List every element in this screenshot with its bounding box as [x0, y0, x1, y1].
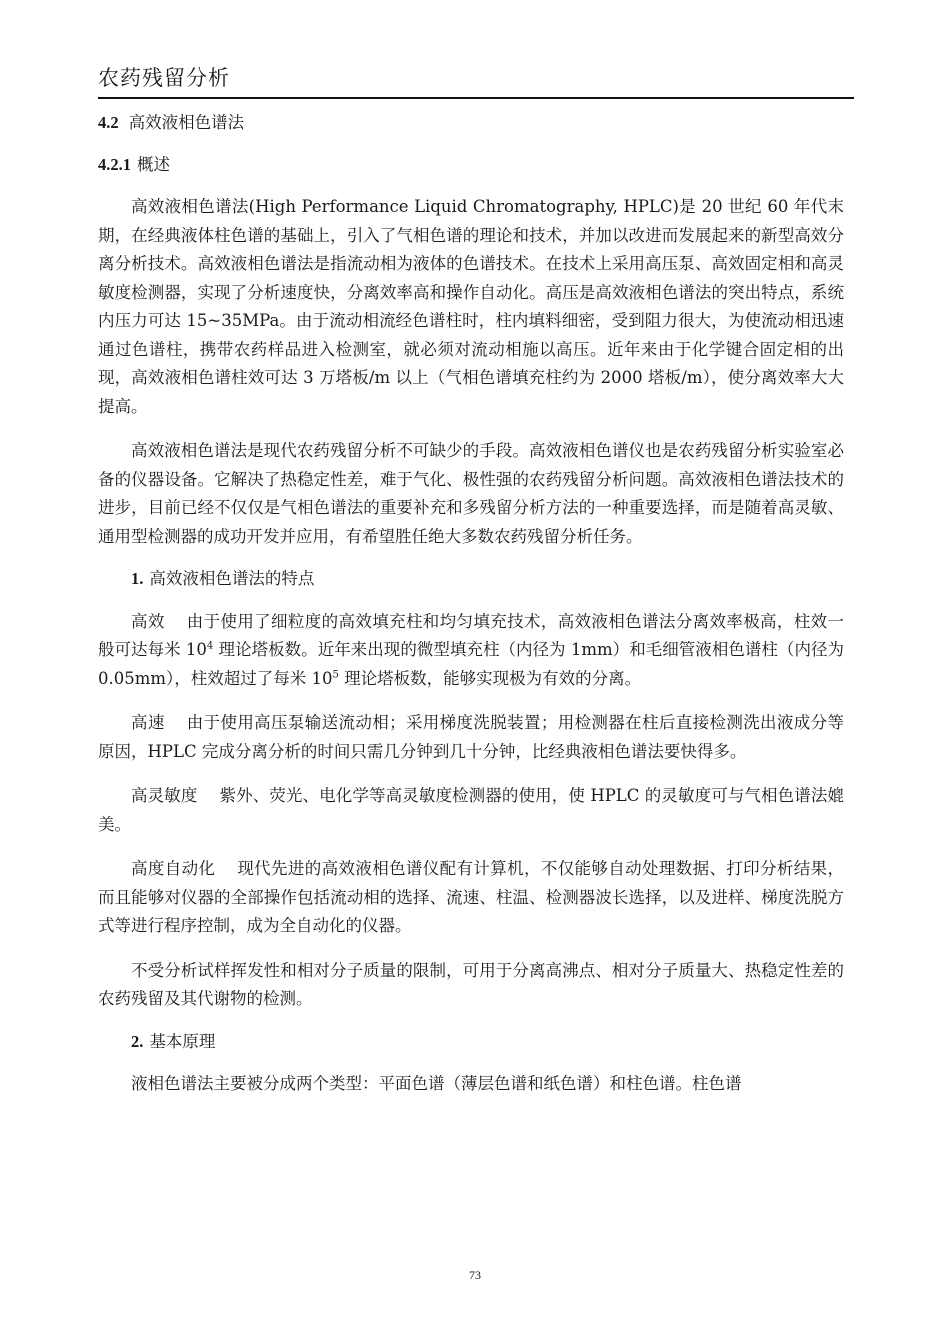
subsection-title: 概述 [137, 155, 170, 174]
feature-term: 高灵敏度 [131, 786, 198, 805]
feature-no-volatility-limit: 不受分析试样挥发性和相对分子质量的限制，可用于分离高沸点、相对分子质量大、热稳定性差的农药残留及其代谢物的检测。 [98, 960, 844, 1008]
feature-term: 高效 [131, 611, 165, 631]
paragraph-principle: 液相色谱法主要被分成两个类型：平面色谱（薄层色谱和纸色谱）和柱色谱。柱色谱 [131, 1074, 742, 1093]
subsection-number: 4.2.1 [98, 155, 131, 174]
subsection-heading [98, 151, 844, 179]
feature-text: 紫外、荧光、电化学等高灵敏度检测器的使用，使 HPLC 的灵敏度可与气相色谱法媲美。 [98, 786, 844, 834]
feature-automation [98, 855, 844, 941]
feature-high-efficiency [98, 608, 844, 694]
item-heading-features [98, 565, 844, 594]
item-heading-principle [98, 1028, 844, 1057]
feature-text: 由于使用了细粒度的高效填充柱和均匀填充技术，高效液相色谱法分离效率极高，柱效一般可达每米 10 [98, 611, 845, 659]
superscript: 4 [206, 640, 214, 652]
paragraph-hplc-importance: 高效液相色谱法是现代农药残留分析不可缺少的手段。高效液相色谱仪也是农药残留分析实验室必备的仪器设备。它解决了热稳定性差，难于气化、极性强的农药残留分析问题。高效液相色谱法技术的进步，目前已经不仅仅是气相色谱法的重要补充和多残留分析方法的一种重要选择，而是随着高灵敏、通用型检测器的成功开发并应用，有希望胜任绝大多数农药残留分析任务。 [98, 441, 844, 546]
feature-term: 高速 [131, 713, 165, 732]
feature-high-sensitivity [98, 782, 844, 839]
running-header: 农药残留分析 [98, 66, 230, 90]
feature-term: 高度自动化 [131, 859, 216, 878]
item-title: 基本原理 [149, 1031, 216, 1051]
page-body [98, 106, 844, 1099]
item-number: 1. [131, 569, 144, 588]
superscript: 5 [332, 669, 339, 680]
paragraph-hplc-intro: 高效液相色谱法(High Performance Liquid Chromatography, HPLC)是 20 世纪 60 年代末期，在经典液体柱色谱的基础上，引入了气相色谱的理论和技术，并加以改进而发展起来的新型高效分离分析技术。高效液相色谱法是指流动相为液体的色谱技术。在技术上采用高压泵、高效固定相和高灵敏度检测器，实现了分析速度快，分离效率高和操作自动化。高压是高效液相色谱法的突出特点，系统内压力可达 15~35MPa。由于流动相流经色谱柱时，柱内填料细密，受到阻力很大，为使流动相迅速通过色谱柱，携带农药样品进入检测室，就必须对流动相施以高压。近年来由于化学键合固定相的出现，高效液相色谱柱效可达 3 万塔板/m 以上（气相色谱填充柱约为 2000 塔板/m），使分离效率大大提高。 [98, 197, 844, 416]
item-title: 高效液相色谱法的特点 [149, 569, 315, 588]
feature-text: 现代先进的高效液相色谱仪配有计算机，不仅能够自动处理数据、打印分析结果，而且能够对仪器的全部操作包括流动相的选择、流速、柱温、检测器波长选择，以及进样、梯度洗脱方式等进行程序控制，成为全自动化的仪器。 [98, 859, 845, 935]
section-number: 4.2 [98, 113, 119, 132]
header-rule [98, 97, 854, 99]
feature-high-speed [98, 709, 844, 766]
page-number: 73 [469, 1268, 481, 1282]
feature-text: 理论塔板数。近年来出现的微型填充柱（内径为 1mm）和毛细管液相色谱柱（内径为 0.05mm），柱效超过了每米 10 [98, 640, 845, 688]
item-number: 2. [131, 1031, 144, 1051]
section-heading [98, 109, 844, 137]
feature-text: 由于使用高压泵输送流动相；采用梯度洗脱装置；用检测器在柱后直接检测洗出液成分等原因，HPLC 完成分离分析的时间只需几分钟到几十分钟，比经典液相色谱法要快得多。 [98, 713, 845, 761]
feature-text: 理论塔板数，能够实现极为有效的分离。 [338, 668, 642, 688]
section-title: 高效液相色谱法 [128, 113, 245, 132]
